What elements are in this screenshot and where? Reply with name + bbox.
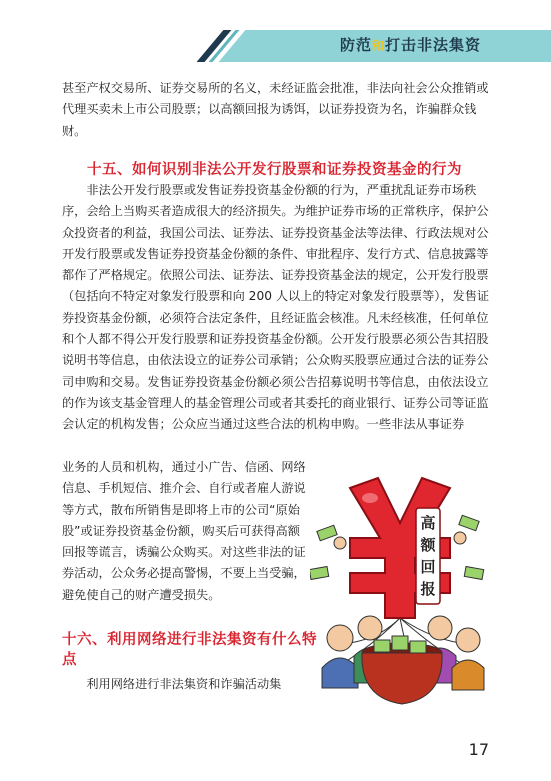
section15-body: 非法公开发行股票或发售证券投资基金份额的行为，严重扰乱证券市场秩序，会给上当购买者造成很大的经济损失。为维护证券市场的正常秩序，保护公众投资者的利益，我国公司法、证券法、证券投资基金法等法律、行政法规对公开发行股票或发售证券投资基金份额的条件、审批程序、发行方式、信息披露等都作了严格规定。依照公司法、证券法、证券投资基金法的规定，公开发行股票（包括向不特定对象发行股票和向 200 人以上的特定对象发行股票等），发售证券投资基金份额，必须符合法定条件，且经证监会核准。凡未经核准，任何单位和个人都不得公开发行股票和证券投资基金份额。公开发行股票必须公告其招股说明书等信息，由依法设立的证券公司承销；公众购买股票应通过合法的证券公司申购和交易。发售证券投资基金份额必须公告招募说明书等信息，由依法设立的作为该支基金管理人的基金管理公司或者其委托的商业银行、证券公司等证监会认定的机构发售；公众应当通过这些合法的机构申购。一些非法从事证券 <box>62 183 490 432</box>
section15-wrap-block <box>62 457 312 606</box>
sign-char-4: 报 <box>420 580 436 598</box>
header-title-part2: 打击非法集资 <box>384 36 481 54</box>
header-title-part1: 防范 <box>339 36 372 54</box>
section15-wrap-text: 业务的人员和机构，通过小广告、信函、网络信息、手机短信、推介会、自行或者雇人游说等方式，散布所销售是即将上市的公司“原始股”或证券投资基金份额，购买后可获得高额回报等谎言，诱骗公众购买。对这些非法的证券活动，公众务必提高警惕，不要上当受骗，避免使自己的财产遭受损失。 <box>62 460 306 602</box>
page-number: 17 <box>468 740 489 759</box>
header-title <box>340 34 481 55</box>
intro-paragraph: 甚至产权交易所、证券交易所的名义，未经证监会批准，非法向社会公众推销或代理买卖未上市公司股票；以高额回报为诱饵，以证券投资为名，诈骗群众钱财。 <box>62 81 489 138</box>
section15-heading: 十五、如何识别非法公开发行股票和证券投资基金的行为 <box>87 162 462 178</box>
section15-body-block <box>62 180 490 436</box>
section16-body-block <box>62 674 322 695</box>
sign-char-1: 高 <box>420 514 436 532</box>
section16-body-start: 利用网络进行非法集资和诈骗活动集 <box>62 677 282 691</box>
illustration-money-scam <box>310 468 488 708</box>
header-title-he: 和 <box>371 39 385 53</box>
sign-char-2: 额 <box>420 536 436 554</box>
money-pot <box>362 636 442 704</box>
sign-char-3: 回 <box>420 558 436 576</box>
intro-block <box>62 78 490 142</box>
section16-heading: 十六、利用网络进行非法集资有什么特点 <box>62 632 317 668</box>
